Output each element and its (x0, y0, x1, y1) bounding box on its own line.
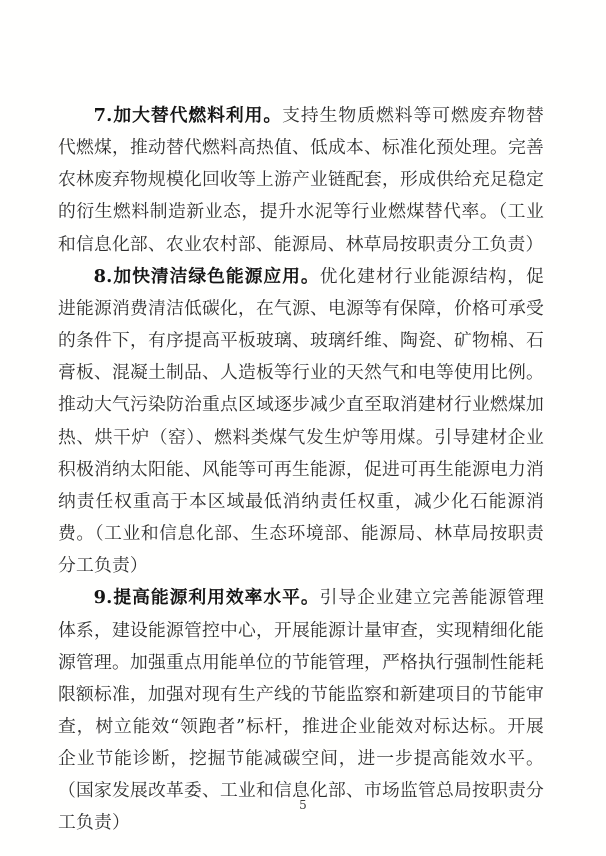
policy-heading-8: 8.加快清洁绿色能源应用。 (93, 265, 320, 287)
page-number: 5 (299, 798, 307, 812)
responsibility-note-7: （工业和信息化部、农业农村部、能源局、林草局按职责分工负责） (58, 201, 544, 255)
policy-heading-9: 9.提高能源利用效率水平。 (93, 587, 320, 609)
responsibility-note-8: （工业和信息化部、生态环境部、能源局、林草局按职责分工负责） (58, 523, 544, 577)
policy-heading-7: 7.加大替代燃料利用。 (93, 105, 283, 126)
policy-item-8 (58, 261, 544, 583)
policy-text-7: 支持生物质燃料等可燃废弃物替代燃煤，推动替代燃料高热值、低成本、标准化预处理。完善农林废弃物规模化回收等上游产业链配套，形成供给充足稳定的衍生燃料制造新业态，提升水泥等行业燃煤替代率。 (58, 105, 544, 223)
responsibility-note-9: （国家发展改革委、工业和信息化部、市场监管总局按职责分工负责） (58, 780, 544, 834)
policy-text-8: 优化建材行业能源结构，促进能源消费清洁低碳化，在气源、电源等有保障，价格可承受的条件下，有序提高平板玻璃、玻璃纤维、陶瓷、矿物棉、石膏板、混凝土制品、人造板等行业的天然气和电等使用比例。推动大气污染防治重点区域逐步减少直至取消建材行业燃煤加热、烘干炉（窑）、燃料类煤气发生炉等用煤。引导建材企业积极消纳太阳能、风能等可再生能源，促进可再生能源电力消纳责任权重高于本区域最低消纳责任权重，减少化石能源消费。 (58, 265, 544, 545)
policy-item-7 (58, 100, 544, 261)
policy-text-9: 引导企业建立完善能源管理体系，建设能源管控中心，开展能源计量审查，实现精细化能源管理。加强重点用能单位的节能管理，严格执行强制性能耗限额标准，加强对现有生产线的节能监察和新建项目的节能审查，树立能效“领跑者”标杆，推进企业能效对标达标。开展企业节能诊断，挖掘节能减碳空间，进一步提高能效水平。 (58, 587, 544, 770)
document-body (58, 100, 544, 840)
